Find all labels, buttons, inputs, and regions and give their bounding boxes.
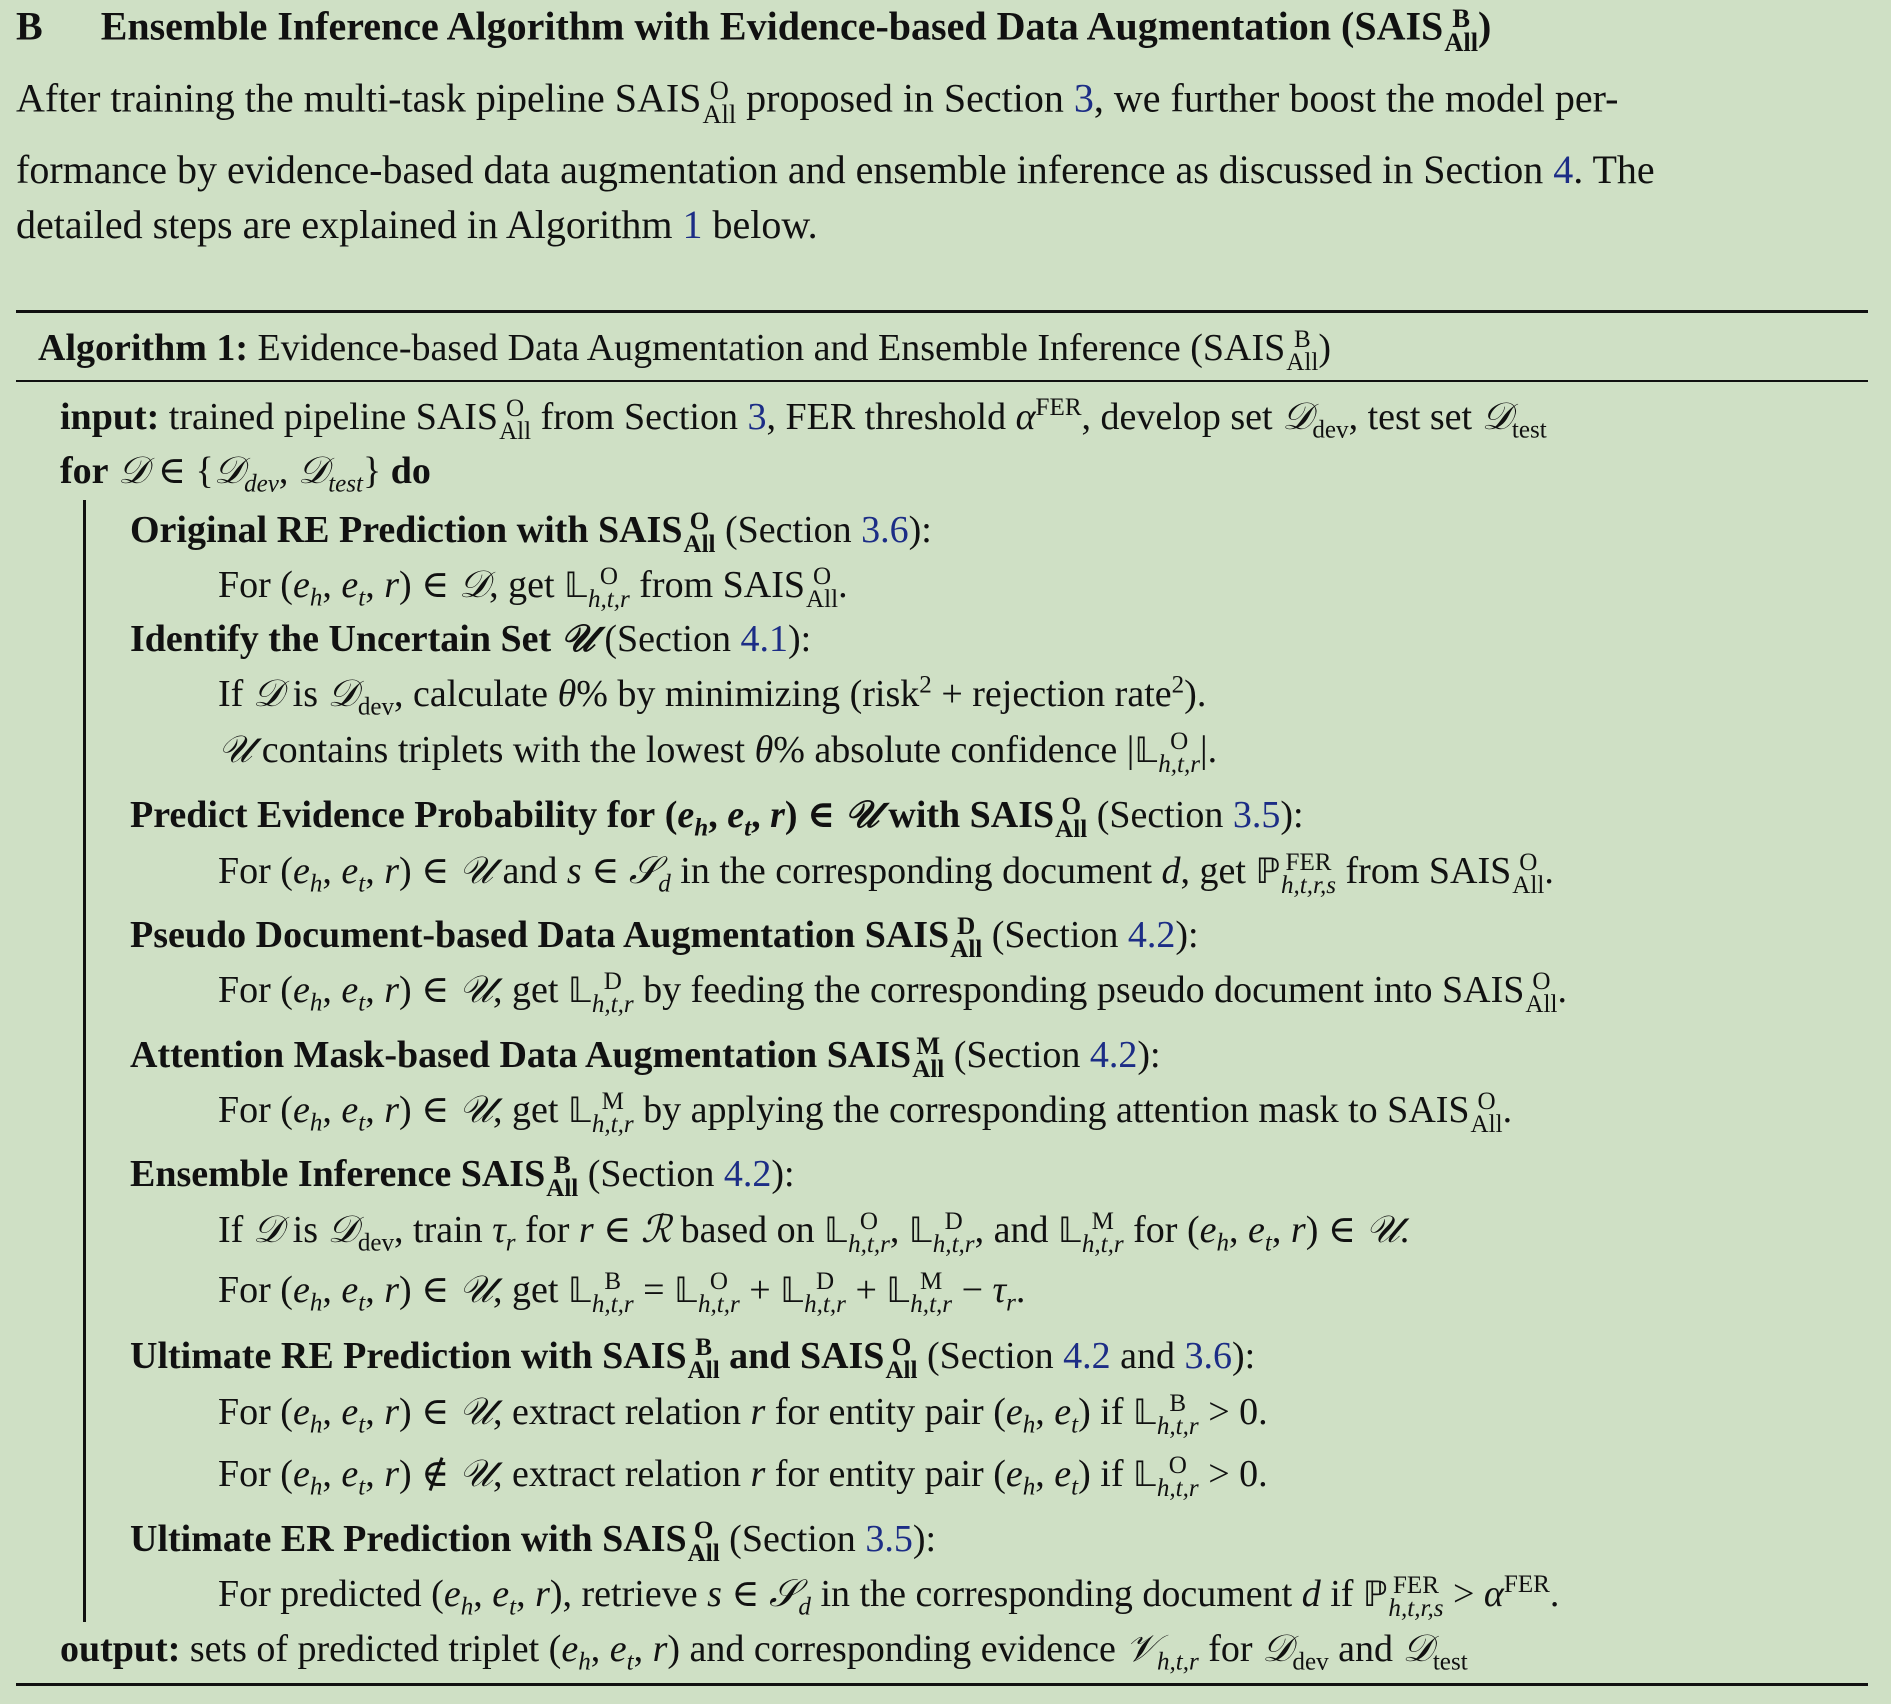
step-7-line-b: For ($e_h$, $e_t$, r) ∉ 𝒰, extract relation r for entity pair ($e_h$, $e_t$) if 𝕃 O h,t,r > 0. [218, 1452, 1268, 1503]
step-2-line-b: 𝒰 contains triplets with the lowest θ% absolute confidence |𝕃 O h,t,r |. [218, 728, 1218, 779]
ref-section-3[interactable]: 3 [1073, 75, 1094, 121]
paragraph-line-2: formance by evidence-based data augmentation and ensemble inference as discussed in Section 4. The [16, 147, 1655, 192]
ref-algorithm-1[interactable]: 1 [682, 202, 703, 247]
section-heading: B Ensemble Inference Algorithm with Evidence-based Data Augmentation (SAIS B All ) [16, 3, 1492, 58]
step-6-heading: Ensemble Inference SAIS B All (Section 4.2): [130, 1152, 795, 1203]
ref-step-5[interactable]: 4.2 [1089, 1033, 1138, 1076]
step-3-line: For ($e_h$, $e_t$, r) ∈ 𝒰 and s ∈ 𝒮$_d$ in the corresponding document d, get ℙ FER h,t,r,s from SAIS O All . [218, 849, 1554, 900]
algorithm-label: Algorithm 1: [38, 326, 249, 369]
step-6-line-b: For ($e_h$, $e_t$, r) ∈ 𝒰, get 𝕃 B h,t,r = 𝕃 O h,t,r + 𝕃 D h,t,r + 𝕃 M h,t,r − $\tau_r$. [218, 1268, 1026, 1319]
step-2-line-a: If 𝒟 is 𝒟$_{dev}$, calculate θ% by minimizing (risk$^2$ + rejection rate$^2$). [218, 671, 1207, 721]
step-1-heading: Original RE Prediction with SAIS O All (Section 3.6): [130, 508, 932, 559]
step-1-line: For ($e_h$, $e_t$, r) ∈ 𝒟, get 𝕃 O h,t,r from SAIS O All . [218, 563, 848, 614]
ref-step-4[interactable]: 4.2 [1127, 913, 1176, 956]
step-7-line-a: For ($e_h$, $e_t$, r) ∈ 𝒰, extract relation r for entity pair ($e_h$, $e_t$) if 𝕃 B h,t,r > 0. [218, 1390, 1268, 1441]
step-4-heading: Pseudo Document-based Data Augmentation SAIS D All (Section 4.2): [130, 913, 1199, 964]
ref-section-4[interactable]: 4 [1553, 147, 1574, 192]
step-5-heading: Attention Mask-based Data Augmentation SAIS M All (Section 4.2): [130, 1033, 1161, 1084]
algorithm-top-rule [16, 310, 1868, 313]
step-6-line-a: If 𝒟 is 𝒟$_{dev}$, train $\tau_r$ for r ∈ ℛ based on 𝕃 O h,t,r , 𝕃 D h,t,r , and 𝕃 M h,t,r for ($e_h$, $e_t$, r) ∈ 𝒰. [218, 1208, 1410, 1259]
ref-step-1[interactable]: 3.6 [861, 508, 909, 551]
ref-step-3[interactable]: 3.5 [1232, 793, 1281, 836]
ref-step-7b[interactable]: 3.6 [1184, 1334, 1232, 1377]
step-8-line: For predicted ($e_h$, $e_t$, r), retrieve s ∈ 𝒮$_d$ in the corresponding document d if ℙ FER h,t,r,s > $\alpha^{FER}$. [218, 1571, 1560, 1623]
step-5-line: For ($e_h$, $e_t$, r) ∈ 𝒰, get 𝕃 M h,t,r by applying the corresponding attention mask to SAIS O All . [218, 1088, 1513, 1139]
step-7-heading: Ultimate RE Prediction with SAIS B All and SAIS O All (Section 4.2 and 3.6): [130, 1334, 1256, 1385]
section-letter: B [16, 3, 43, 49]
section-title: Ensemble Inference Algorithm with Evidence-based Data Augmentation (SAIS [100, 3, 1444, 49]
algorithm-for-line: for 𝒟 ∈ {𝒟$_{dev}$, 𝒟$_{test}$} do [60, 450, 431, 498]
ref-input-section[interactable]: 3 [747, 395, 767, 438]
step-4-line: For ($e_h$, $e_t$, r) ∈ 𝒰, get 𝕃 D h,t,r by feeding the corresponding pseudo document into SAIS O All . [218, 968, 1567, 1019]
ref-step-6[interactable]: 4.2 [723, 1152, 772, 1195]
algorithm-input: input: trained pipeline SAIS O All from Section 3, FER threshold $\alpha^{FER}$, develop set 𝒟$_{dev}$, test set 𝒟$_{test}$ [60, 394, 1547, 446]
paragraph-line-1: After training the multi-task pipeline SAIS O All proposed in Section 3, we further boost the model per- [16, 75, 1619, 130]
ref-step-2[interactable]: 4.1 [740, 618, 788, 660]
algorithm-caption-rule [16, 380, 1868, 382]
paragraph-line-3: detailed steps are explained in Algorithm 1 below. [16, 202, 818, 247]
ref-step-7a[interactable]: 4.2 [1063, 1334, 1111, 1377]
loop-body-bar [83, 500, 86, 1622]
ref-step-8[interactable]: 3.5 [865, 1517, 913, 1560]
step-2-heading: Identify the Uncertain Set 𝒰 (Section 4.1): [130, 618, 812, 660]
algorithm-output: output: sets of predicted triplet ($e_h$, $e_t$, r) and corresponding evidence 𝒱$_{h,t,r}$ for 𝒟$_{dev}$ and 𝒟$_{test}$ [60, 1628, 1468, 1676]
step-8-heading: Ultimate ER Prediction with SAIS O All (Section 3.5): [130, 1517, 937, 1568]
algorithm-bottom-rule [16, 1683, 1868, 1686]
algorithm-caption: Algorithm 1: Evidence-based Data Augmentation and Ensemble Inference (SAIS B All ) [38, 326, 1331, 377]
step-3-heading: Predict Evidence Probability for ($e_h$, $e_t$, r) ∈ 𝒰 with SAIS O All (Section 3.5): [130, 793, 1304, 844]
